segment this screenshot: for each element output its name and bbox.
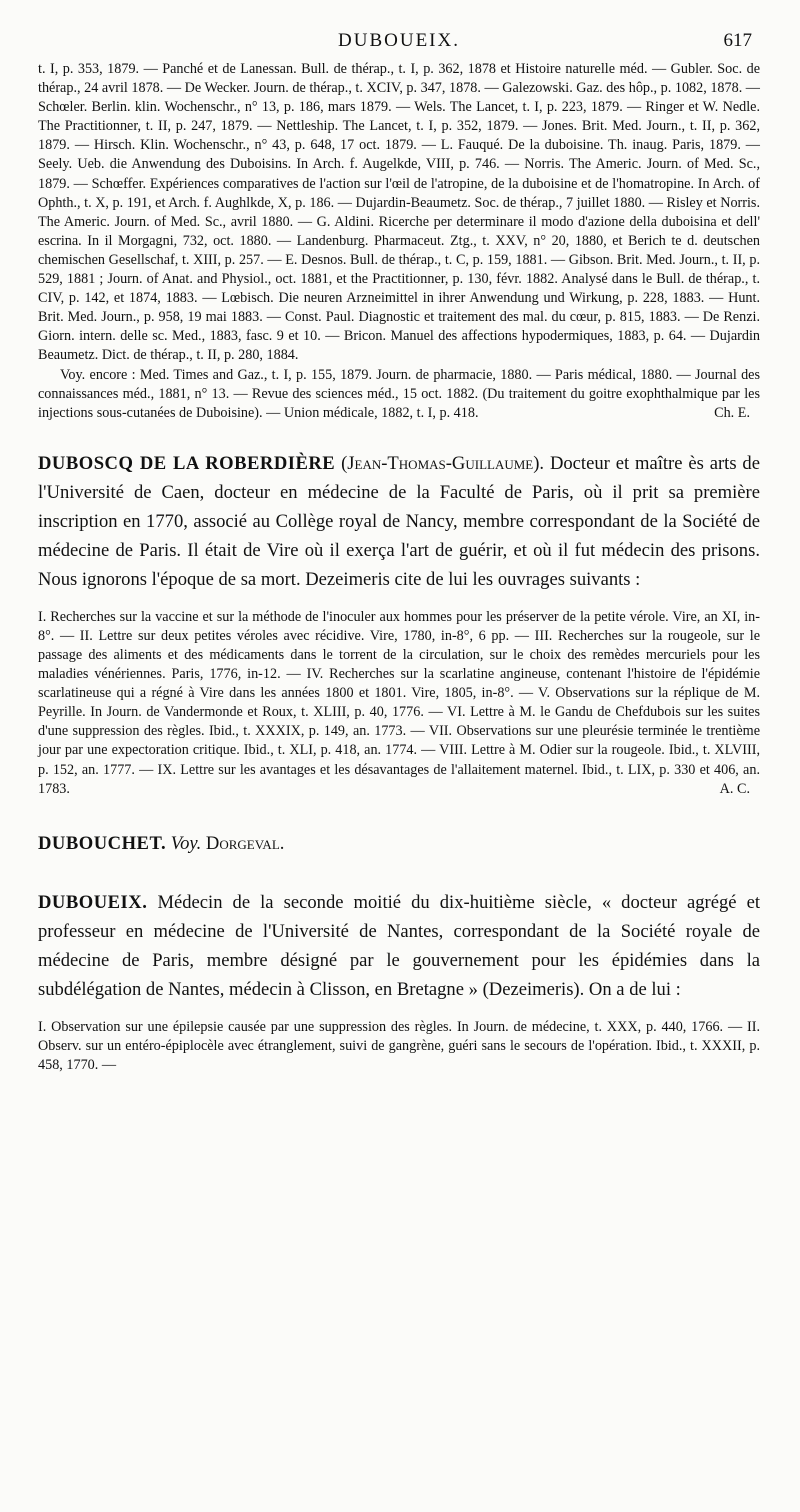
entry-duboueix bbox=[38, 888, 760, 1075]
running-title: DUBOUEIX. bbox=[338, 30, 460, 51]
entry-headword: DUBOSCQ DE LA ROBERDIÈRE bbox=[38, 452, 336, 474]
entry-biography: Médecin de la seconde moitié du dix-huitième siècle, « docteur agrégé et professeur en médecine de l'Université de Nantes, correspondant de la Société royale de médecine de Paris, membre désigné par le gouvernement pour les épidémies dans la subdélégation de Nantes, médecin à Clisson, en Bretagne » (Dezeimeris). On a de lui : bbox=[38, 891, 760, 1000]
entry-headword: DUBOUEIX. bbox=[38, 891, 148, 913]
author-signature: A. C. bbox=[719, 780, 750, 797]
works-list: I. Recherches sur la vaccine et sur la méthode de l'inoculer aux hommes pour les préserver de la petite vérole. Vire, an XI, in-8°. — II. Lettre sur deux petites véroles avec récidive. Vire, 1780, in-8°, 6 pp. — III. Recherches sur la rougeole, sur le passage des aliments et des médicaments dans le torrent de la circulation, sur le choix des remèdes mercuriels pour les maladies vénériennes. Paris, 1776, in-12. — IV. Recherches sur la scarlatine angineuse, contenant l'histoire de l'épidémie scarlatineuse qui a régné à Vire dans les années 1800 et 1801. Vire, 1805, in-8°. — V. Observations sur la réplique de M. Peyrille. In Journ. de Vandermonde et Roux, t. XLIII, p. 40, 1776. — VI. Lettre à M. le Gandu de Chefdubois sur les suites d'une suppression des règles. Ibid., t. XXXIX, p. 149, an. 1773. — VII. Observations sur une pleurésie terminée le trentième jour par une expectoration critique. Ibid., t. XLI, p. 418, an. 1774. — VIII. Lettre à M. Odier sur la rougeole. Ibid., t. XLVIII, p. 152, an. 1777. — IX. Lettre sur les avantages et les désavantages de l'allaitement maternel. Ibid., t. LIX, p. 330 et 406, an. 1783. bbox=[38, 608, 760, 797]
entry-works: I. Observation sur une épilepsie causée par une suppression des règles. In Journ. de médecine, t. XXX, p. 440, 1766. — II. Observ. sur un entéro-épiplocèle avec étranglement, suivi de gangrène, guéri sans le secours de l'opération. Ibid., t. XXXII, p. 458, 1770. — bbox=[38, 1018, 760, 1073]
entry-works bbox=[38, 608, 760, 799]
entry-body bbox=[38, 888, 760, 1004]
page-header bbox=[38, 0, 760, 60]
cross-reference-target: Dorgeval. bbox=[205, 832, 285, 854]
bibliography-text: t. I, p. 353, 1879. — Panché et de Lanessan. Bull. de thérap., t. I, p. 362, 1878 et Histoire naturelle méd. — Gubler. Soc. de thérap., 24 avril 1878. — De Wecker. Journ. de thérap., t. XCIV, p. 347, 1878. — Galezowski. Gaz. des hôp., p. 1082, 1878. — Schœler. Berlin. klin. Wochenschr., n° 13, p. 186, mars 1879. — Wels. The Lancet, t. I, p. 223, 1879. — Ringer et W. Nedle. The Practitionner, t. II, p. 247, 1879. — Nettleship. The Lancet, t. I, p. 352, 1879. — Jones. Brit. Med. Journ., t. II, p. 362, 1879. — Hirsch. Klin. Wochenschr., n° 43, p. 648, 17 oct. 1879. — L. Fauqué. De la duboisine. Th. inaug. Paris, 1879. — Seely. Ueb. die Anwendung des Duboisins. In Arch. f. Augelkde, VIII, p. 746. — Norris. The Americ. Journ. of Med. Sc., 1879. — Schœffer. Expériences comparatives de l'action sur l'œil de l'atropine, de la duboisine et de l'homatropine. In Arch. of Ophth., t. X, p. 191, et Arch. f. Aughlkde, X, p. 186. — Dujardin-Beaumetz. Soc. de thérap., 7 juillet 1880. — Risley et Norris. The Americ. Journ. of Med. Sc., avril 1880. — G. Aldini. Ricerche per determinare il modo d'azione della duboisina et dell' escrina. In il Morgagni, 732, oct. 1880. — Landenburg. Pharmaceut. Ztg., t. XXV, n° 20, 1880, et Berich te d. deutschen chemischen Gesellschaf, t. XIII, p. 257. — E. Desnos. Bull. de thérap., t. C, p. 159, 1881. — Gibson. Brit. Med. Journ., t. II, p. 529, 1881 ; Journ. of Anat. and Physiol., oct. 1881, et the Practitionner, p. 130, févr. 1882. Analysé dans le Bull. de thérap., t. CIV, p. 142, et 1874, 1883. — Lœbisch. Die neuren Arzneimittel in ihrer Anwendung und Wirkung, p. 228, 1883. — Hunt. Brit. Med. Journ., p. 958, 19 mai 1883. — Const. Paul. Diagnostic et traitement des mal. du cœur, p. 815, 1883. — De Renzi. Giorn. intern. delle sc. Med., 1883, fasc. 9 et 10. — Bricon. Manuel des affections hypodermiques, 1883, p. 64. — Dujardin Beaumetz. Dict. de thérap., t. II, p. 280, 1884. bbox=[38, 61, 760, 364]
page-number: 617 bbox=[723, 30, 752, 51]
cross-reference bbox=[38, 829, 760, 858]
voy-label: Voy. bbox=[170, 832, 202, 854]
bibliography-voy-encore bbox=[38, 366, 760, 423]
entry-body bbox=[38, 449, 760, 594]
entry-biography: Docteur et maître ès arts de l'Université de Caen, docteur en médecine de la Faculté de Paris, où il prit sa première inscription en 1770, associé au Collège royal de Nancy, membre correspondant de la Société de médecine de Paris. Il était de Vire où il exerça l'art de guérir, et où il fut médecin des prisons. Nous ignorons l'époque de sa mort. Dezeimeris cite de lui les ouvrages suivants : bbox=[38, 452, 760, 590]
entry-forename: (Jean-Thomas-Guillaume). bbox=[341, 452, 545, 474]
entry-headword: DUBOUCHET. bbox=[38, 832, 167, 854]
entry-dubouchet bbox=[38, 829, 760, 858]
voy-encore-text: Voy. encore : Med. Times and Gaz., t. I, p. 155, 1879. Journ. de pharmacie, 1880. — Paris médical, 1880. — Journal des connaissances méd., 1881, n° 13. — Revue des sciences méd., 15 oct. 1882. (Du traitement du goitre exophthalmique par les injections sous-cutanées de Duboisine). — Union médicale, 1882, t. I, p. 418. bbox=[38, 366, 760, 421]
author-signature: Ch. E. bbox=[714, 404, 750, 421]
bibliography-continuation bbox=[38, 60, 760, 423]
entry-duboscq bbox=[38, 449, 760, 799]
